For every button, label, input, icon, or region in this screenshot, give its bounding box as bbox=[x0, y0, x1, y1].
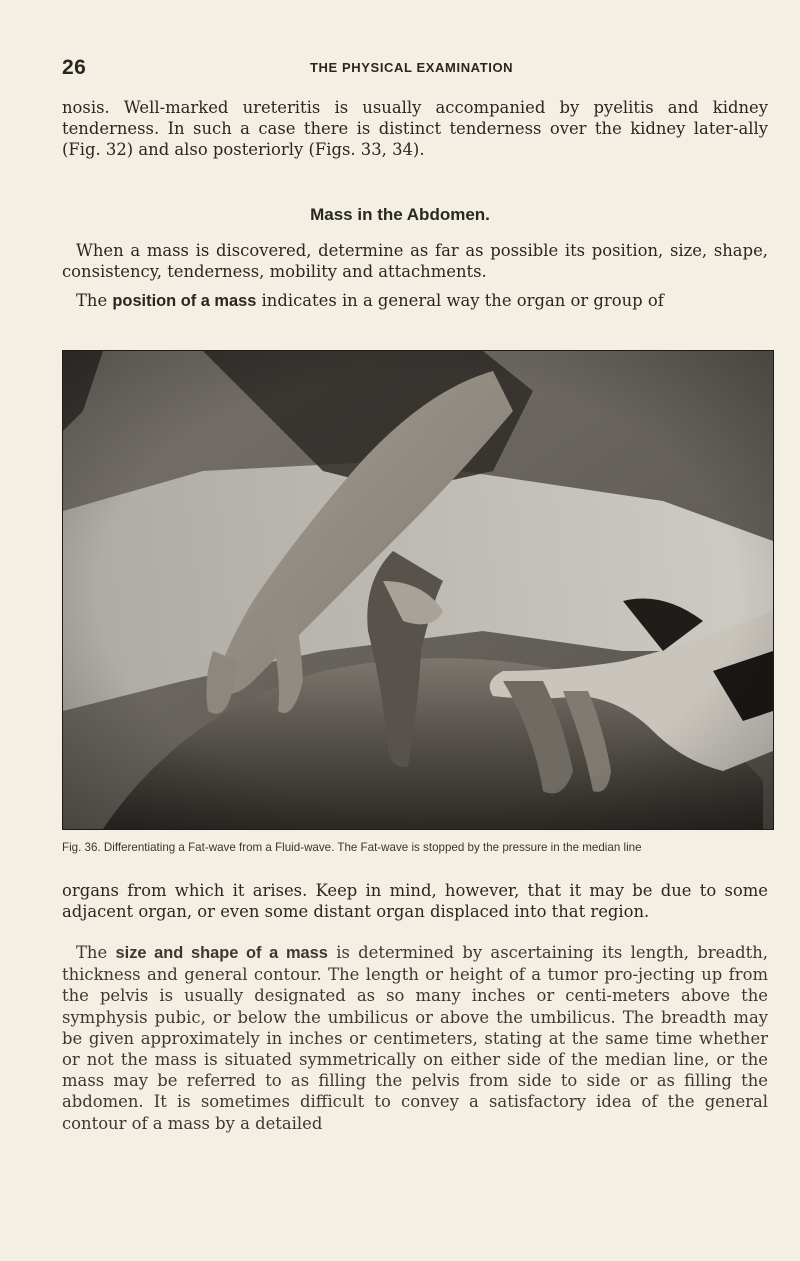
page-number: 26 bbox=[62, 56, 87, 79]
emphasis-position-of-mass: position of a mass bbox=[112, 292, 257, 310]
paragraph-lead: The bbox=[76, 291, 108, 310]
photo-examination-illustration bbox=[63, 351, 773, 829]
photo-vignette bbox=[63, 351, 773, 829]
paragraph-organs: organs from which it arises. Keep in mind, however, that it may be due to some adjacent organ, or even some distant organ displaced into that region. bbox=[62, 881, 768, 922]
emphasis-size-and-shape: size and shape of a mass bbox=[115, 944, 328, 962]
page-header bbox=[62, 56, 762, 84]
paragraph-position-of-mass bbox=[62, 290, 768, 312]
paragraph-rest: is determined by ascertaining its length, breadth, thickness and general contour. The length or height of a tumor pro-jecting up from the pelvis is usually designated as so many inches or centi-meters above the symphysis pubic, or below the umbilicus or above the umbilicus. The breadth may be given approximately in inches or centimeters, stating at the same time whether or not the mass is situated symmetrically on either side of the median line, or the mass may be referred to as filling the pelvis from side to side or as filling the abdomen. It is sometimes difficult to convey a satisfactory idea of the general contour of a mass by a detailed bbox=[62, 943, 768, 1133]
paragraph-rest: indicates in a general way the organ or group of bbox=[261, 291, 664, 310]
section-heading: Mass in the Abdomen. bbox=[310, 205, 490, 224]
figure-caption: Fig. 36. Differentiating a Fat-wave from a Fluid-wave. The Fat-wave is stopped by the pressure in the median line bbox=[62, 841, 642, 854]
paragraph-ureteritis: nosis. Well-marked ureteritis is usually accompanied by pyelitis and kidney tenderness. In such a case there is distinct tenderness over the kidney later-ally (Fig. 32) and also posteriorly (Figs. 33, 34). bbox=[62, 98, 768, 160]
running-title: THE PHYSICAL EXAMINATION bbox=[310, 60, 514, 75]
paragraph-lead: The bbox=[76, 943, 108, 962]
paragraph-mass-discovered: When a mass is discovered, determine as far as possible its position, size, shape, consistency, tenderness, mobility and attachments. bbox=[62, 241, 768, 282]
paragraph-size-and-shape bbox=[62, 942, 768, 1134]
figure-photograph bbox=[62, 350, 774, 830]
